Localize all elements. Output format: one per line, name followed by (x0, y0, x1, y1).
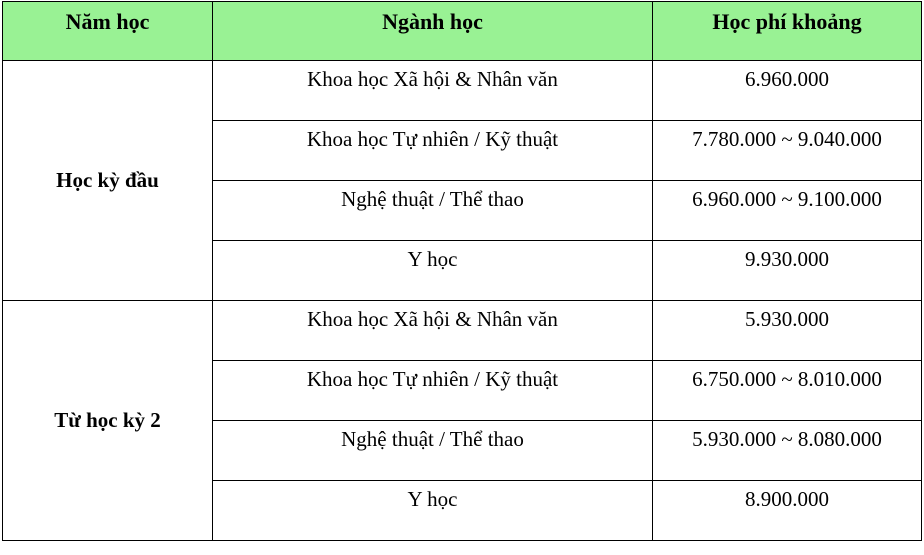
major-cell: Y học (213, 241, 653, 301)
fee-cell: 8.900.000 (653, 481, 922, 541)
table-row (3, 301, 922, 361)
table-body (3, 61, 922, 541)
major-cell: Khoa học Tự nhiên / Kỹ thuật (213, 361, 653, 421)
header-row (3, 2, 922, 61)
fee-cell: 6.960.000 (653, 61, 922, 121)
major-cell: Khoa học Xã hội & Nhân văn (213, 301, 653, 361)
fee-cell: 5.930.000 (653, 301, 922, 361)
fee-cell: 6.960.000 ~ 9.100.000 (653, 181, 922, 241)
major-cell: Nghệ thuật / Thể thao (213, 421, 653, 481)
major-cell: Khoa học Xã hội & Nhân văn (213, 61, 653, 121)
header-fee: Học phí khoảng (653, 2, 922, 61)
fee-cell: 6.750.000 ~ 8.010.000 (653, 361, 922, 421)
table-header (3, 2, 922, 61)
year-cell-from-second-semester: Từ học kỳ 2 (3, 301, 213, 541)
tuition-table (2, 1, 922, 541)
major-cell: Nghệ thuật / Thể thao (213, 181, 653, 241)
header-major: Ngành học (213, 2, 653, 61)
major-cell: Y học (213, 481, 653, 541)
year-cell-first-semester: Học kỳ đầu (3, 61, 213, 301)
major-cell: Khoa học Tự nhiên / Kỹ thuật (213, 121, 653, 181)
table-row (3, 61, 922, 121)
fee-cell: 7.780.000 ~ 9.040.000 (653, 121, 922, 181)
header-year: Năm học (3, 2, 213, 61)
fee-cell: 9.930.000 (653, 241, 922, 301)
fee-cell: 5.930.000 ~ 8.080.000 (653, 421, 922, 481)
